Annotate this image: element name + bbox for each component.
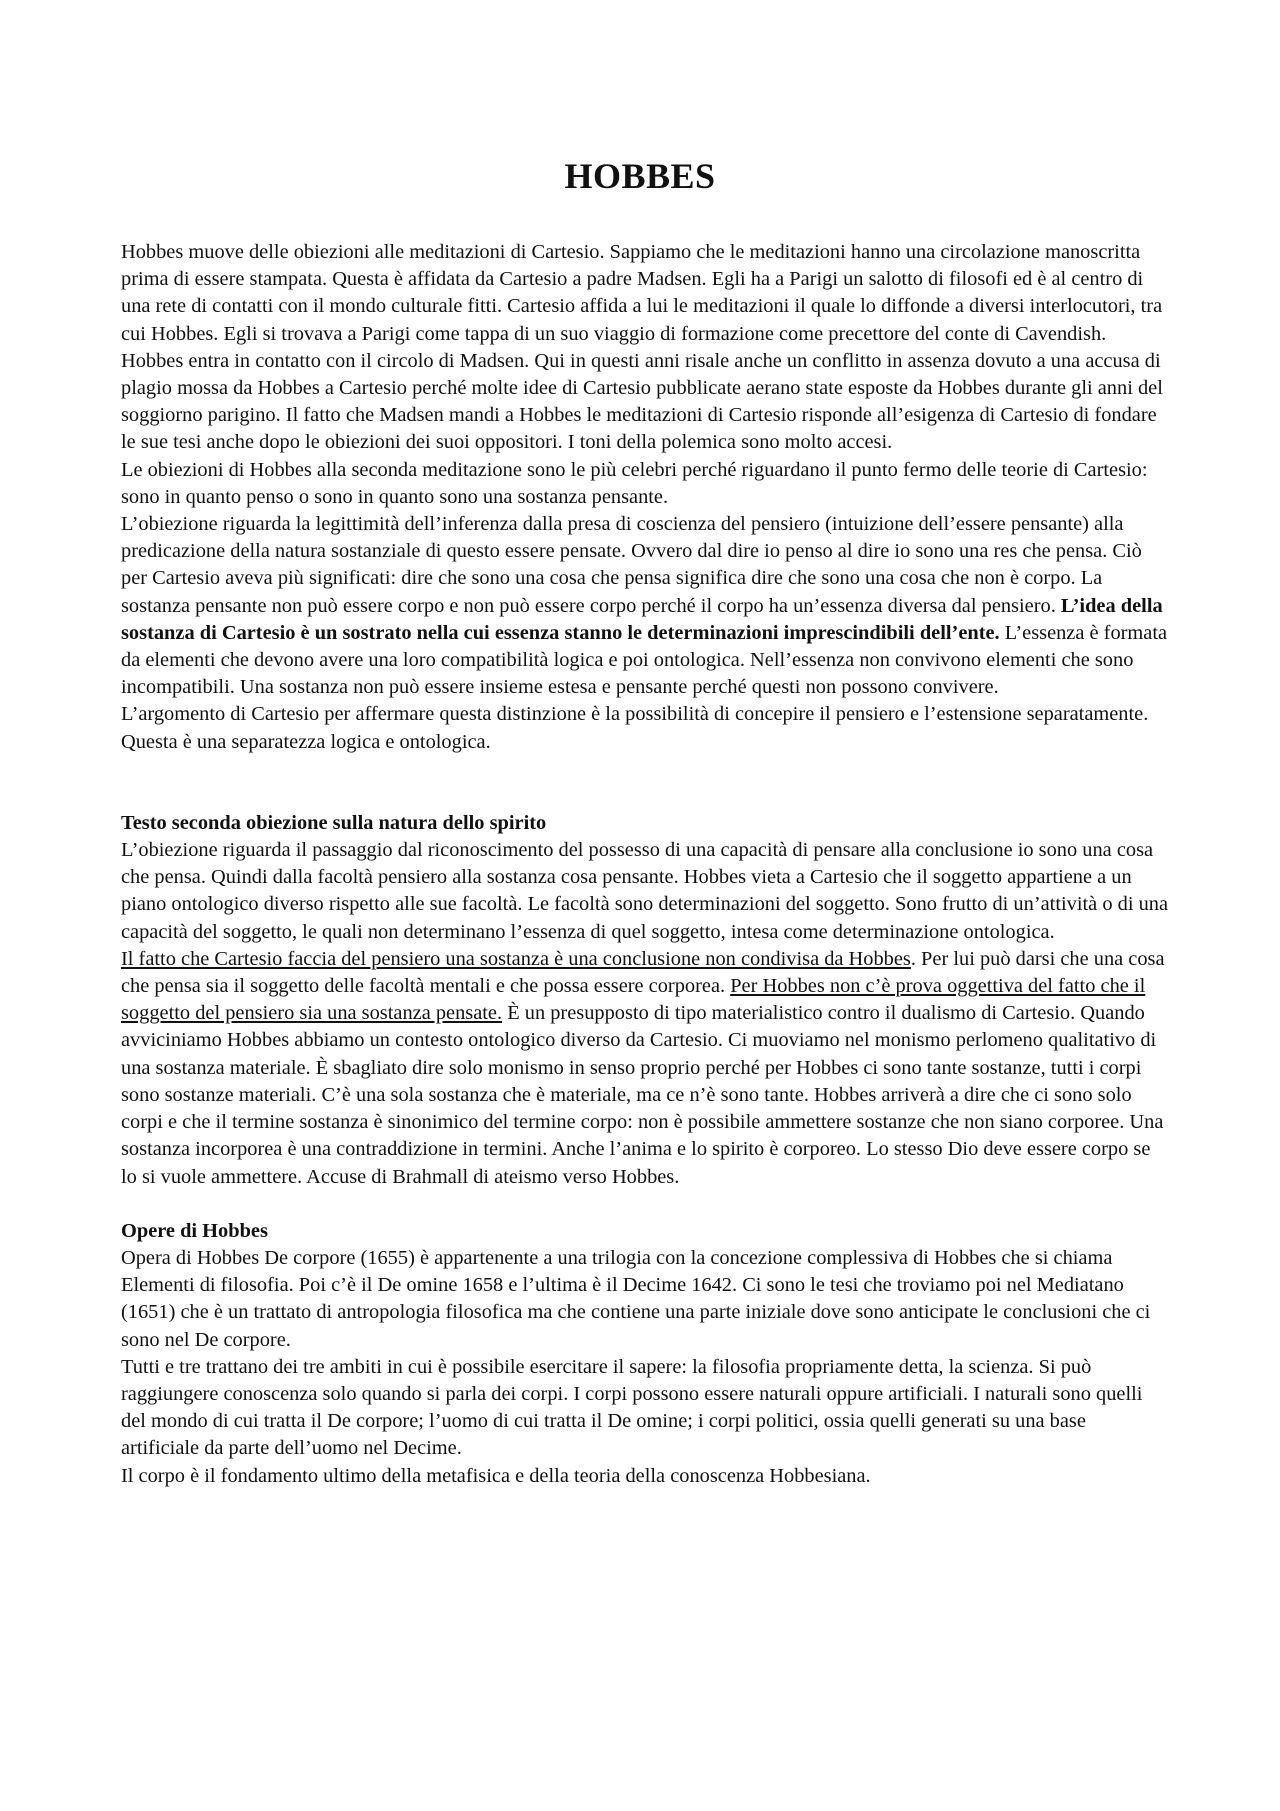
- intro-paragraph-1: Hobbes muove delle obiezioni alle meditazioni di Cartesio. Sappiamo che le meditazioni hanno una circolazione manoscritta prima di essere stampata. Questa è affidata da Cartesio a padre Madsen. Egli ha a Parigi un salotto di filosofi ed è al centro di una rete di contatti con il mondo culturale fitti. Cartesio affida a lui le meditazioni il quale lo diffonde a diversi interlocutori, tra cui Hobbes. Egli si trovava a Parigi come tappa di un suo viaggio di formazione come precettore del conte di Cavendish. Hobbes entra in contatto con il circolo di Madsen. Qui in questi anni risale anche un conflitto in assenza dovuto a una accusa di plagio mossa da Hobbes a Cartesio perché molte idee di Cartesio pubblicate aerano state esposte da Hobbes durante gli anni del soggiorno parigino. Il fatto che Madsen mandi a Hobbes le meditazioni di Cartesio risponde all’esigenza di Cartesio di fondare le sue tesi anche dopo le obiezioni dei suoi oppositori. I toni della polemica sono molto accesi.: [121, 241, 1163, 454]
- section-3-paragraph-1: Opera di Hobbes De corpore (1655) è appartenente a una trilogia con la concezione complessiva di Hobbes che si chiama Elementi di filosofia. Poi c’è il De omine 1658 e l’ultima è il Decime 1642. Ci sono le tesi che troviamo poi nel Mediatano (1651) che è un trattato di antropologia filosofica ma che contiene una parte iniziale dove sono anticipate le conclusioni che ci sono nel De corpore.: [121, 1246, 1151, 1351]
- document-title: HOBBES: [564, 156, 716, 196]
- section-2-underlined-1: Il fatto che Cartesio faccia del pensiero una sostanza è una conclusione non condivisa da Hobbes: [121, 947, 911, 970]
- section-spacer: [121, 756, 1169, 810]
- section-2-text-b: È un presupposto di tipo materialistico contro il dualismo di Cartesio. Quando avviciniamo Hobbes abbiamo un contesto ontologico diverso da Cartesio. Ci muoviamo nel monismo perlomeno qualitativo di una sostanza materiale. È sbagliato dire solo monismo in senso proprio perché per Hobbes ci sono tante sostanze, tutti i corpi sono sostanze materiali. C’è una sola sostanza che è materiale, ma ce n’è sono tante. Hobbes arriverà a dire che ci sono solo corpi e che il termine sostanza è sinonimico del termine corpo: non è possibile ammettere sostanze che non siano corporee. Una sostanza incorporea è una contraddizione in termini. Anche l’anima e lo spirito è corporeo. Lo stesso Dio deve essere corpo se lo si vuole ammettere. Accuse di Brahmall di ateismo verso Hobbes.: [121, 1002, 1164, 1188]
- section-3-paragraph-3: Il corpo è il fondamento ultimo della metafisica e della teoria della conoscenza Hobbesiana.: [121, 1464, 871, 1487]
- document-body: [121, 239, 1169, 1490]
- section-2-heading: Testo seconda obiezione sulla natura dello spirito: [121, 811, 547, 834]
- section-3-heading: Opere di Hobbes: [121, 1219, 268, 1242]
- section-2-text-a: . Per lui può darsi che una cosa che pensa sia il soggetto delle facoltà mentali e che possa essere corporea.: [121, 947, 1165, 998]
- intro-paragraph-3-text-b: L’essenza è formata da elementi che devono avere una loro compatibilità logica e poi ontologica. Nell’essenza non convivono elementi che sono incompatibili. Una sostanza non può essere insieme estesa e pensante perché questi non possono convivere.: [121, 621, 1168, 699]
- section-3-paragraph-2: Tutti e tre trattano dei tre ambiti in cui è possibile esercitare il sapere: la filosofia propriamente detta, la scienza. Si può raggiungere conoscenza solo quando si parla dei corpi. I corpi possono essere naturali oppure artificiali. I naturali sono quelli del mondo di cui tratta il De corpore; l’uomo di cui tratta il De omine; i corpi politici, ossia quelli generati su una base artificiale da parte dell’uomo nel Decime.: [121, 1355, 1143, 1460]
- intro-paragraph-3-bold: L’idea della sostanza di Cartesio è un sostrato nella cui essenza stanno le determinazioni imprescindibili dell’ente.: [121, 594, 1163, 644]
- intro-paragraph-3: [121, 511, 1169, 701]
- intro-paragraph-2: Le obiezioni di Hobbes alla seconda meditazione sono le più celebri perché riguardano il punto fermo delle teorie di Cartesio: sono in quanto penso o sono in quanto sono una sostanza pensante.: [121, 458, 1148, 508]
- section-2-paragraph-2: [121, 946, 1169, 1191]
- intro-paragraph-3-text-a: L’obiezione riguarda la legittimità dell’inferenza dalla presa di coscienza del pensiero (intuizione dell’essere pensante) alla predicazione della natura sostanziale di questo essere pensate. Ovvero dal dire io penso al dire io sono una res che pensa. Ciò per Cartesio aveva più significati: dire che sono una cosa che pensa significa dire che sono una cosa che non è corpo. La sostanza pensante non può essere corpo e non può essere corpo perché il corpo ha un’essenza diversa dal pensiero.: [121, 513, 1142, 617]
- section-2-underlined-2: Per Hobbes non c’è prova oggettiva del fatto che il soggetto del pensiero sia una sostanza pensate.: [121, 975, 1146, 1025]
- section-2-paragraph-1: L’obiezione riguarda il passaggio dal riconoscimento del possesso di una capacità di pensare alla conclusione io sono una cosa che pensa. Quindi dalla facoltà pensiero alla sostanza cosa pensante. Hobbes vieta a Cartesio che il soggetto appartiene a un piano ontologico diverso rispetto alle sue facoltà. Le facoltà sono determinazioni del soggetto. Sono frutto di un’attività o di una capacità del soggetto, le quali non determinano l’essenza di quel soggetto, intesa come determinazione ontologica.: [121, 839, 1169, 943]
- intro-paragraph-4: L’argomento di Cartesio per affermare questa distinzione è la possibilità di concepire il pensiero e l’estensione separatamente. Questa è una separatezza logica e ontologica.: [121, 703, 1149, 753]
- section-spacer: [121, 1191, 1169, 1218]
